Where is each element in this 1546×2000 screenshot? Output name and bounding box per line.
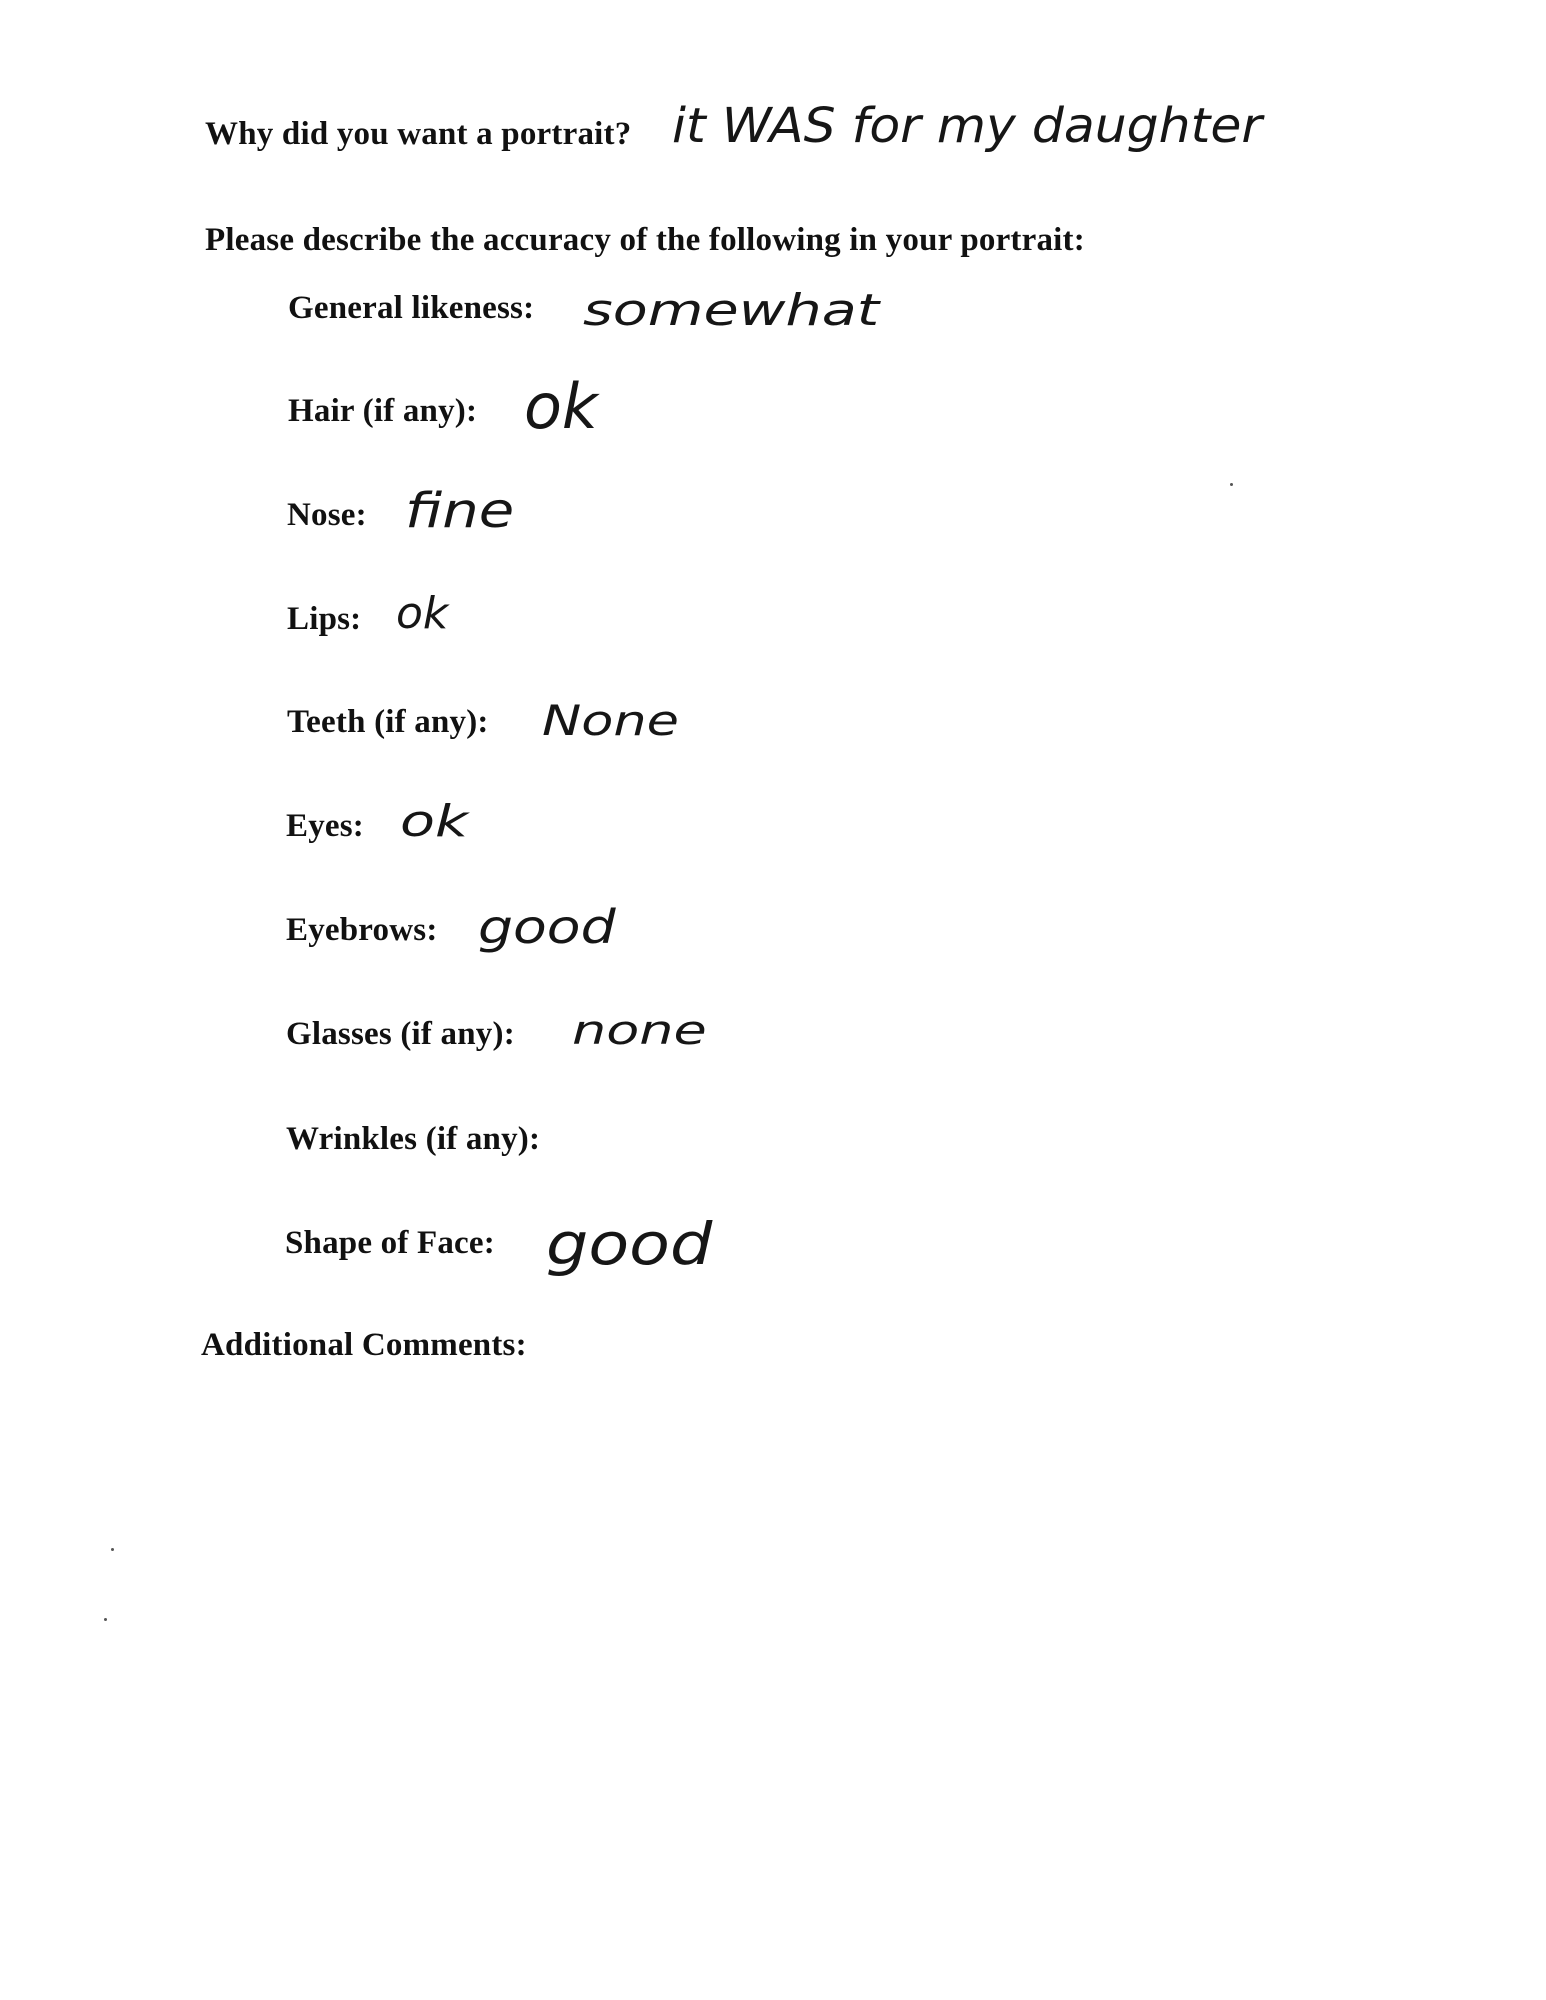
lips-label: Lips: xyxy=(287,601,362,637)
shape-of-face-answer: good xyxy=(546,1210,713,1278)
general-likeness-label: General likeness: xyxy=(288,290,535,326)
scan-speck xyxy=(104,1618,107,1621)
eyebrows-answer: good xyxy=(478,900,616,954)
nose-label: Nose: xyxy=(287,497,367,533)
eyebrows-label: Eyebrows: xyxy=(286,912,438,948)
scan-speck xyxy=(111,1548,114,1551)
accuracy-heading: Please describe the accuracy of the following in your portrait: xyxy=(205,222,1085,258)
eyes-label: Eyes: xyxy=(286,808,364,844)
nose-answer: fine xyxy=(405,483,515,539)
glasses-answer: none xyxy=(572,1008,707,1054)
shape-of-face-label: Shape of Face: xyxy=(285,1225,495,1261)
hair-answer: ok xyxy=(524,370,598,443)
general-likeness-answer: somewhat xyxy=(583,285,880,336)
glasses-label: Glasses (if any): xyxy=(286,1016,515,1052)
teeth-label: Teeth (if any): xyxy=(287,704,489,740)
teeth-answer: None xyxy=(542,696,679,745)
wrinkles-label: Wrinkles (if any): xyxy=(286,1121,541,1157)
scan-speck xyxy=(1230,483,1233,486)
why-answer-handwriting: it WAS for my daughter xyxy=(672,98,1263,154)
hair-label: Hair (if any): xyxy=(288,393,478,429)
why-question-label: Why did you want a portrait? xyxy=(205,116,632,152)
lips-answer: ok xyxy=(396,588,449,639)
eyes-answer: ok xyxy=(400,796,469,847)
additional-comments-label: Additional Comments: xyxy=(201,1327,527,1363)
